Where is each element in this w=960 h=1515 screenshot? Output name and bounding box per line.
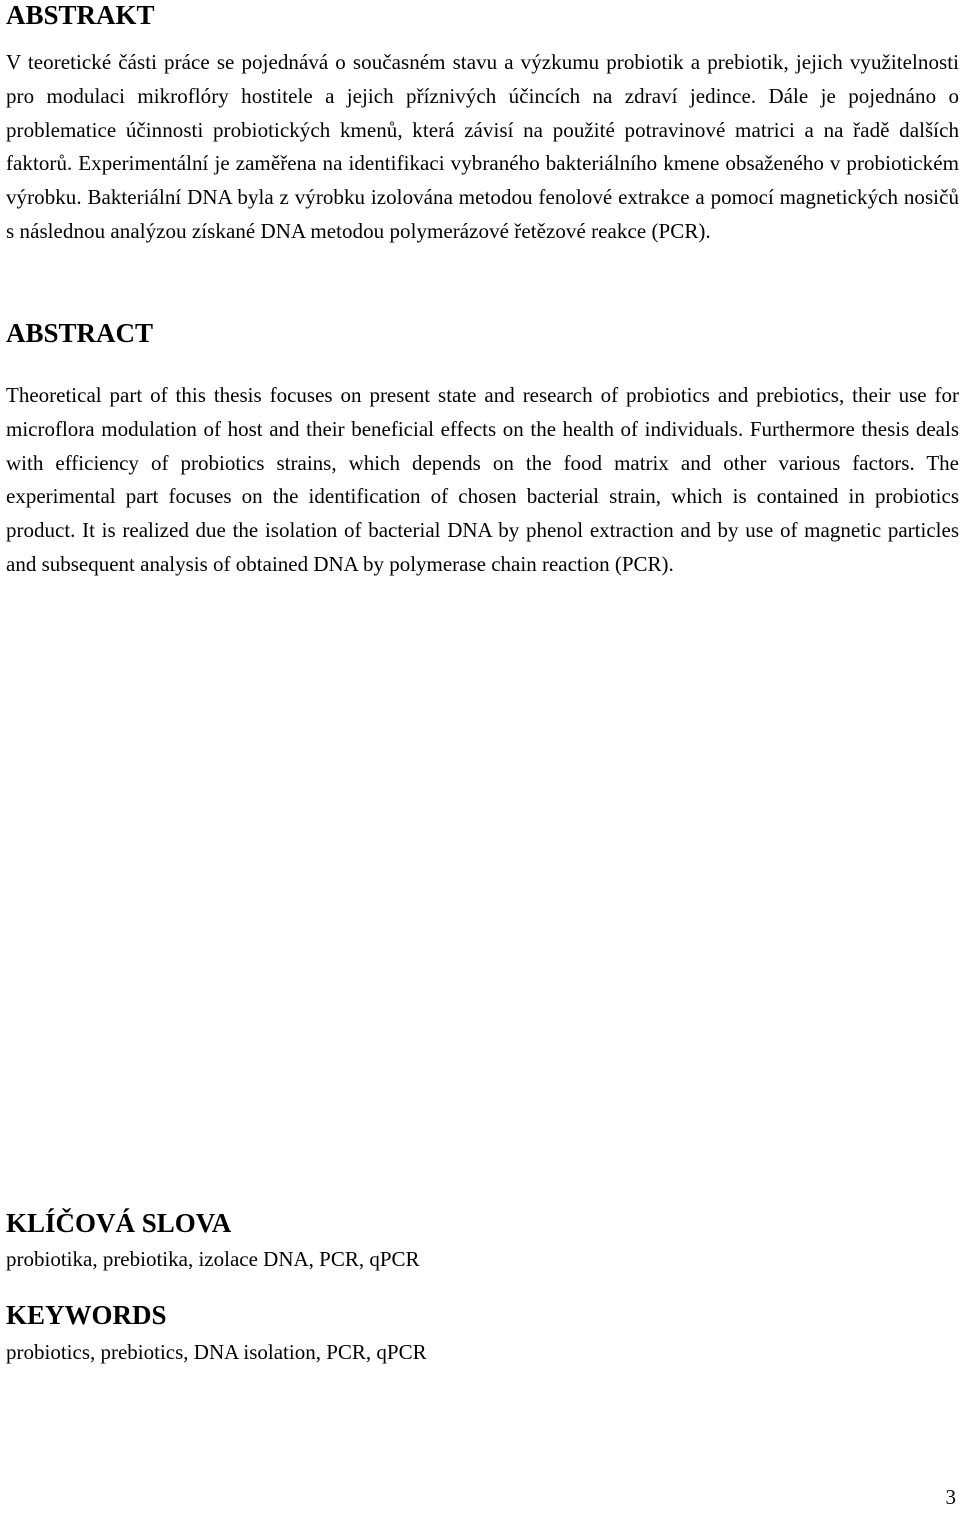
abstrakt-heading: ABSTRAKT xyxy=(6,0,155,30)
abstrakt-paragraph: V teoretické části práce se pojednává o současném stavu a výzkumu probiotik a prebiotik, jejich využitelnosti pro modulaci mikroflóry hostitele a jejich příznivých účincích na zdraví jedince. Dále je pojednáno o problematice účinnosti probiotických kmenů, která závisí na použité potravinové matrici a na řadě dalších faktorů. Experimentální je zaměřena na identifikaci vybraného bakteriálního kmene obsaženého v probiotickém výrobku. Bakteriální DNA byla z výrobku izolována metodou fenolové extrakce a pomocí magnetických nosičů s následnou analýzou získané DNA metodou polymerázové řetězové reakce (PCR). xyxy=(6,50,959,243)
klicova-slova-text: probiotika, prebiotika, izolace DNA, PCR, qPCR xyxy=(6,1247,420,1271)
page-number: 3 xyxy=(945,1485,956,1509)
keywords-heading: KEYWORDS xyxy=(6,1300,167,1330)
abstract-paragraph: Theoretical part of this thesis focuses on present state and research of probiotics and prebiotics, their use for microflora modulation of host and their beneficial effects on the health of individuals. Furthermore thesis deals with efficiency of probiotics strains, which depends on the food matrix and other various factors. The experimental part focuses on the identification of chosen bacterial strain, which is contained in probiotics product. It is realized due the isolation of bacterial DNA by phenol extraction and by use of magnetic particles and subsequent analysis of obtained DNA by polymerase chain reaction (PCR). xyxy=(6,383,959,576)
abstract-heading: ABSTRACT xyxy=(6,318,154,348)
keywords-text: probiotics, prebiotics, DNA isolation, PCR, qPCR xyxy=(6,1340,427,1364)
klicova-slova-heading: KLÍČOVÁ SLOVA xyxy=(6,1208,232,1238)
